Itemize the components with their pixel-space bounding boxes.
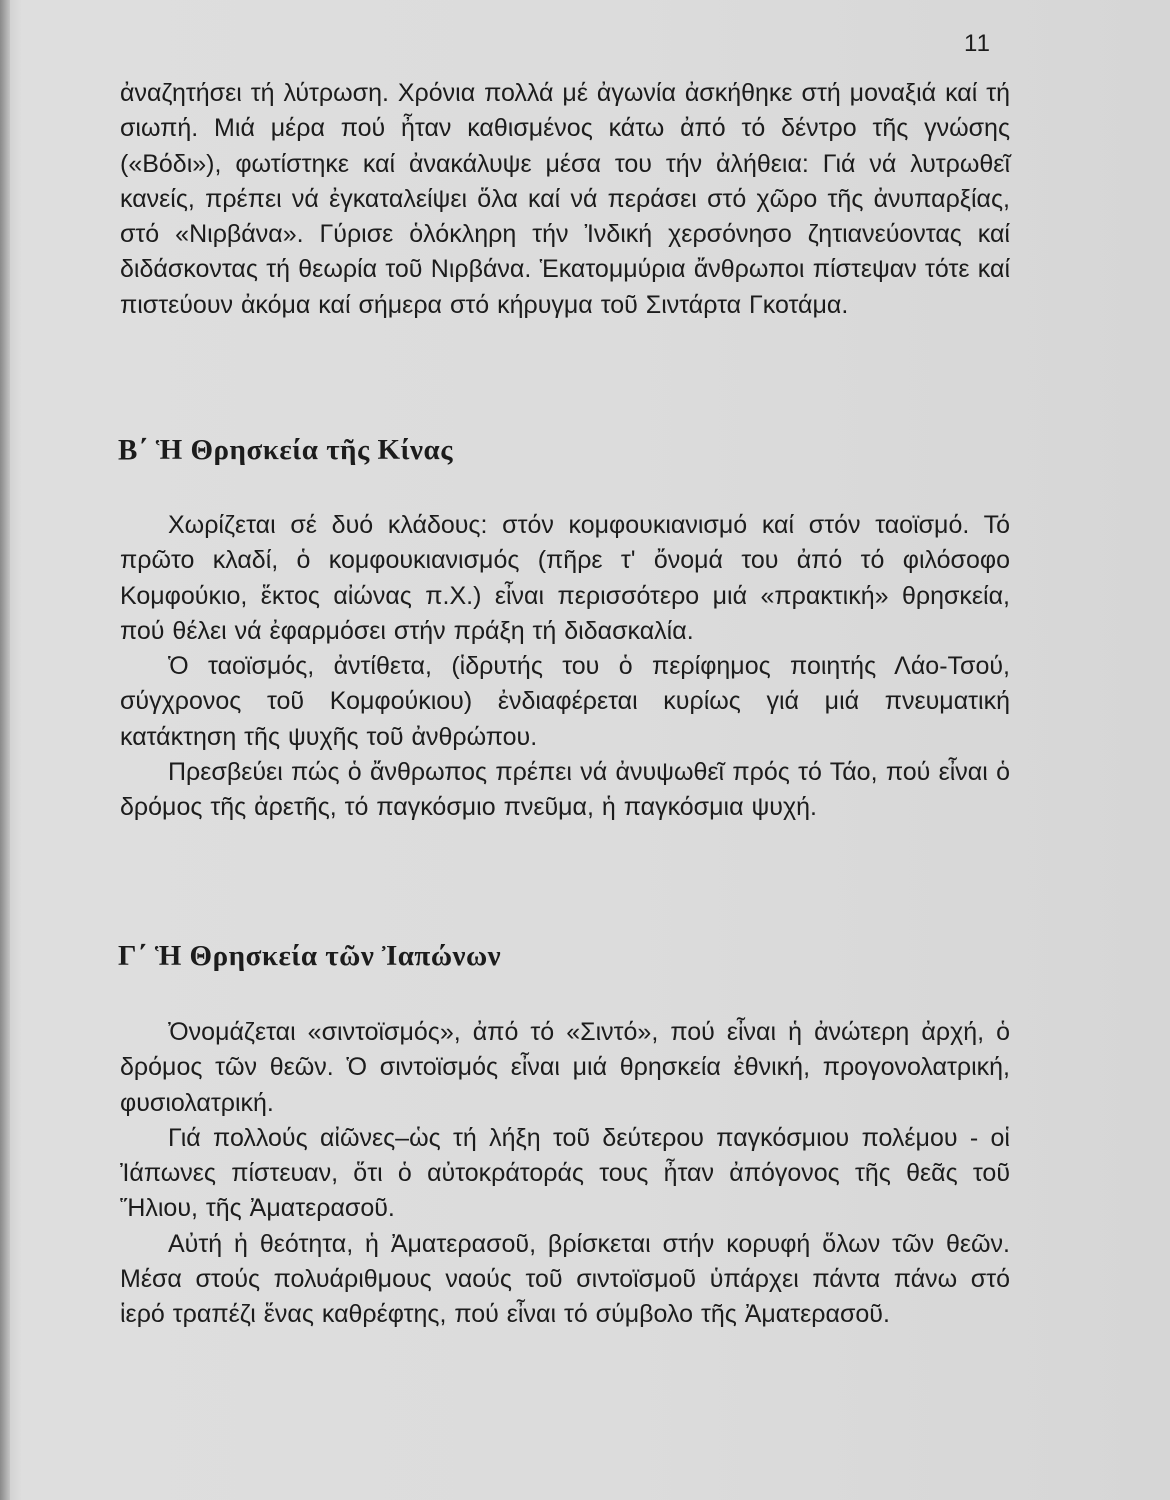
china-text-block	[120, 508, 1010, 826]
section-heading-japan: Γ΄ Ἡ Θρησκεία τῶν Ἰαπώνων	[118, 940, 502, 972]
japan-paragraph-2: Γιά πολλούς αἰῶνες–ὡς τή λήξη τοῦ δεύτερου παγκόσμιου πολέμου - οἱ Ἰάπωνες πίστευαν, ὅτι ὁ αὐτοκράτοράς τους ἦταν ἀπόγονος τῆς θεᾶς τοῦ Ἥλιου, τῆς Ἀματερασοῦ.	[120, 1123, 1010, 1223]
china-paragraph-2: Ὁ ταοϊσμός, ἀντίθετα, (ἱδρυτής του ὁ περίφημος ποιητής Λάο-Τσού, σύγχρονος τοῦ Κομφούκιου) ἐνδιαφέρεται κυρίως γιά μιά πνευματική κατάκτηση τῆς ψυχῆς τοῦ ἀνθρώπου.	[120, 652, 1010, 751]
japan-text-block	[120, 1015, 1010, 1333]
china-paragraph-1: Χωρίζεται σέ δυό κλάδους: στόν κομφουκιανισμό καί στόν ταοϊσμό. Τό πρῶτο κλαδί, ὁ κομφουκιανισμός (πῆρε τ' ὄνομά του ἀπό τό φιλόσοφο Κομφούκιο, ἕκτος αἰώνας π.Χ.) εἶναι περισσότερο μιά «πρακτική» θρησκεία, πού θέλει νά ἐφαρμόσει στήν πράξη τή διδασκαλία.	[120, 511, 1010, 645]
intro-paragraph: ἀναζητήσει τή λύτρωση. Χρόνια πολλά μέ ἀγωνία ἀσκήθηκε στή μοναξιά καί τή σιωπή. Μιά μέρα πού ἦταν καθισμένος κάτω ἀπό τό δέντρο τῆς γνώσης («Βόδι»), φωτίστηκε καί ἀνακάλυψε μέσα του τήν ἀλήθεια: Γιά νά λυτρωθεῖ κανείς, πρέπει νά ἐγκαταλείψει ὅλα καί νά περάσει στό χῶρο τῆς ἀνυπαρξίας, στό «Νιρβάνα». Γύρισε ὁλόκληρη τήν Ἰνδική χερσόνησο ζητιανεύοντας καί διδάσκοντας τή θεωρία τοῦ Νιρβάνα. Ἑκατομμύρια ἄνθρωποι πίστεψαν τότε καί πιστεύουν ἀκόμα καί σήμερα στό κήρυγμα τοῦ Σιντάρτα Γκοτάμα.	[120, 79, 1010, 319]
china-paragraph-3: Πρεσβεύει πώς ὁ ἄνθρωπος πρέπει νά ἀνυψωθεῖ πρός τό Τάο, πού εἶναι ὁ δρόμος τῆς ἀρετῆς, τό παγκόσμιο πνεῦμα, ἡ παγκόσμια ψυχή.	[120, 758, 1010, 822]
intro-text-block	[120, 76, 1010, 323]
japan-paragraph-3: Αὐτή ἡ θεότητα, ἡ Ἀματερασοῦ, βρίσκεται στήν κορυφή ὅλων τῶν θεῶν. Μέσα στούς πολυάριθμους ναούς τοῦ σιντοϊσμοῦ ὑπάρχει πάντα πάνω στό ἱερό τραπέζι ἕνας καθρέφτης, πού εἶναι τό σύμβολο τῆς Ἀματερασοῦ.	[120, 1229, 1010, 1329]
section-heading-china: Β΄ Ἡ Θρησκεία τῆς Κίνας	[118, 434, 453, 466]
binding-edge	[0, 0, 10, 1500]
page-number: 11	[964, 30, 991, 57]
japan-paragraph-1: Ὀνομάζεται «σιντοϊσμός», ἀπό τό «Σιντό», πού εἶναι ἡ ἀνώτερη ἀρχή, ὁ δρόμος τῶν θεῶν. Ὁ σιντοϊσμός εἶναι μιά θρησκεία ἐθνική, προγονολατρική, φυσιολατρική.	[120, 1018, 1010, 1117]
